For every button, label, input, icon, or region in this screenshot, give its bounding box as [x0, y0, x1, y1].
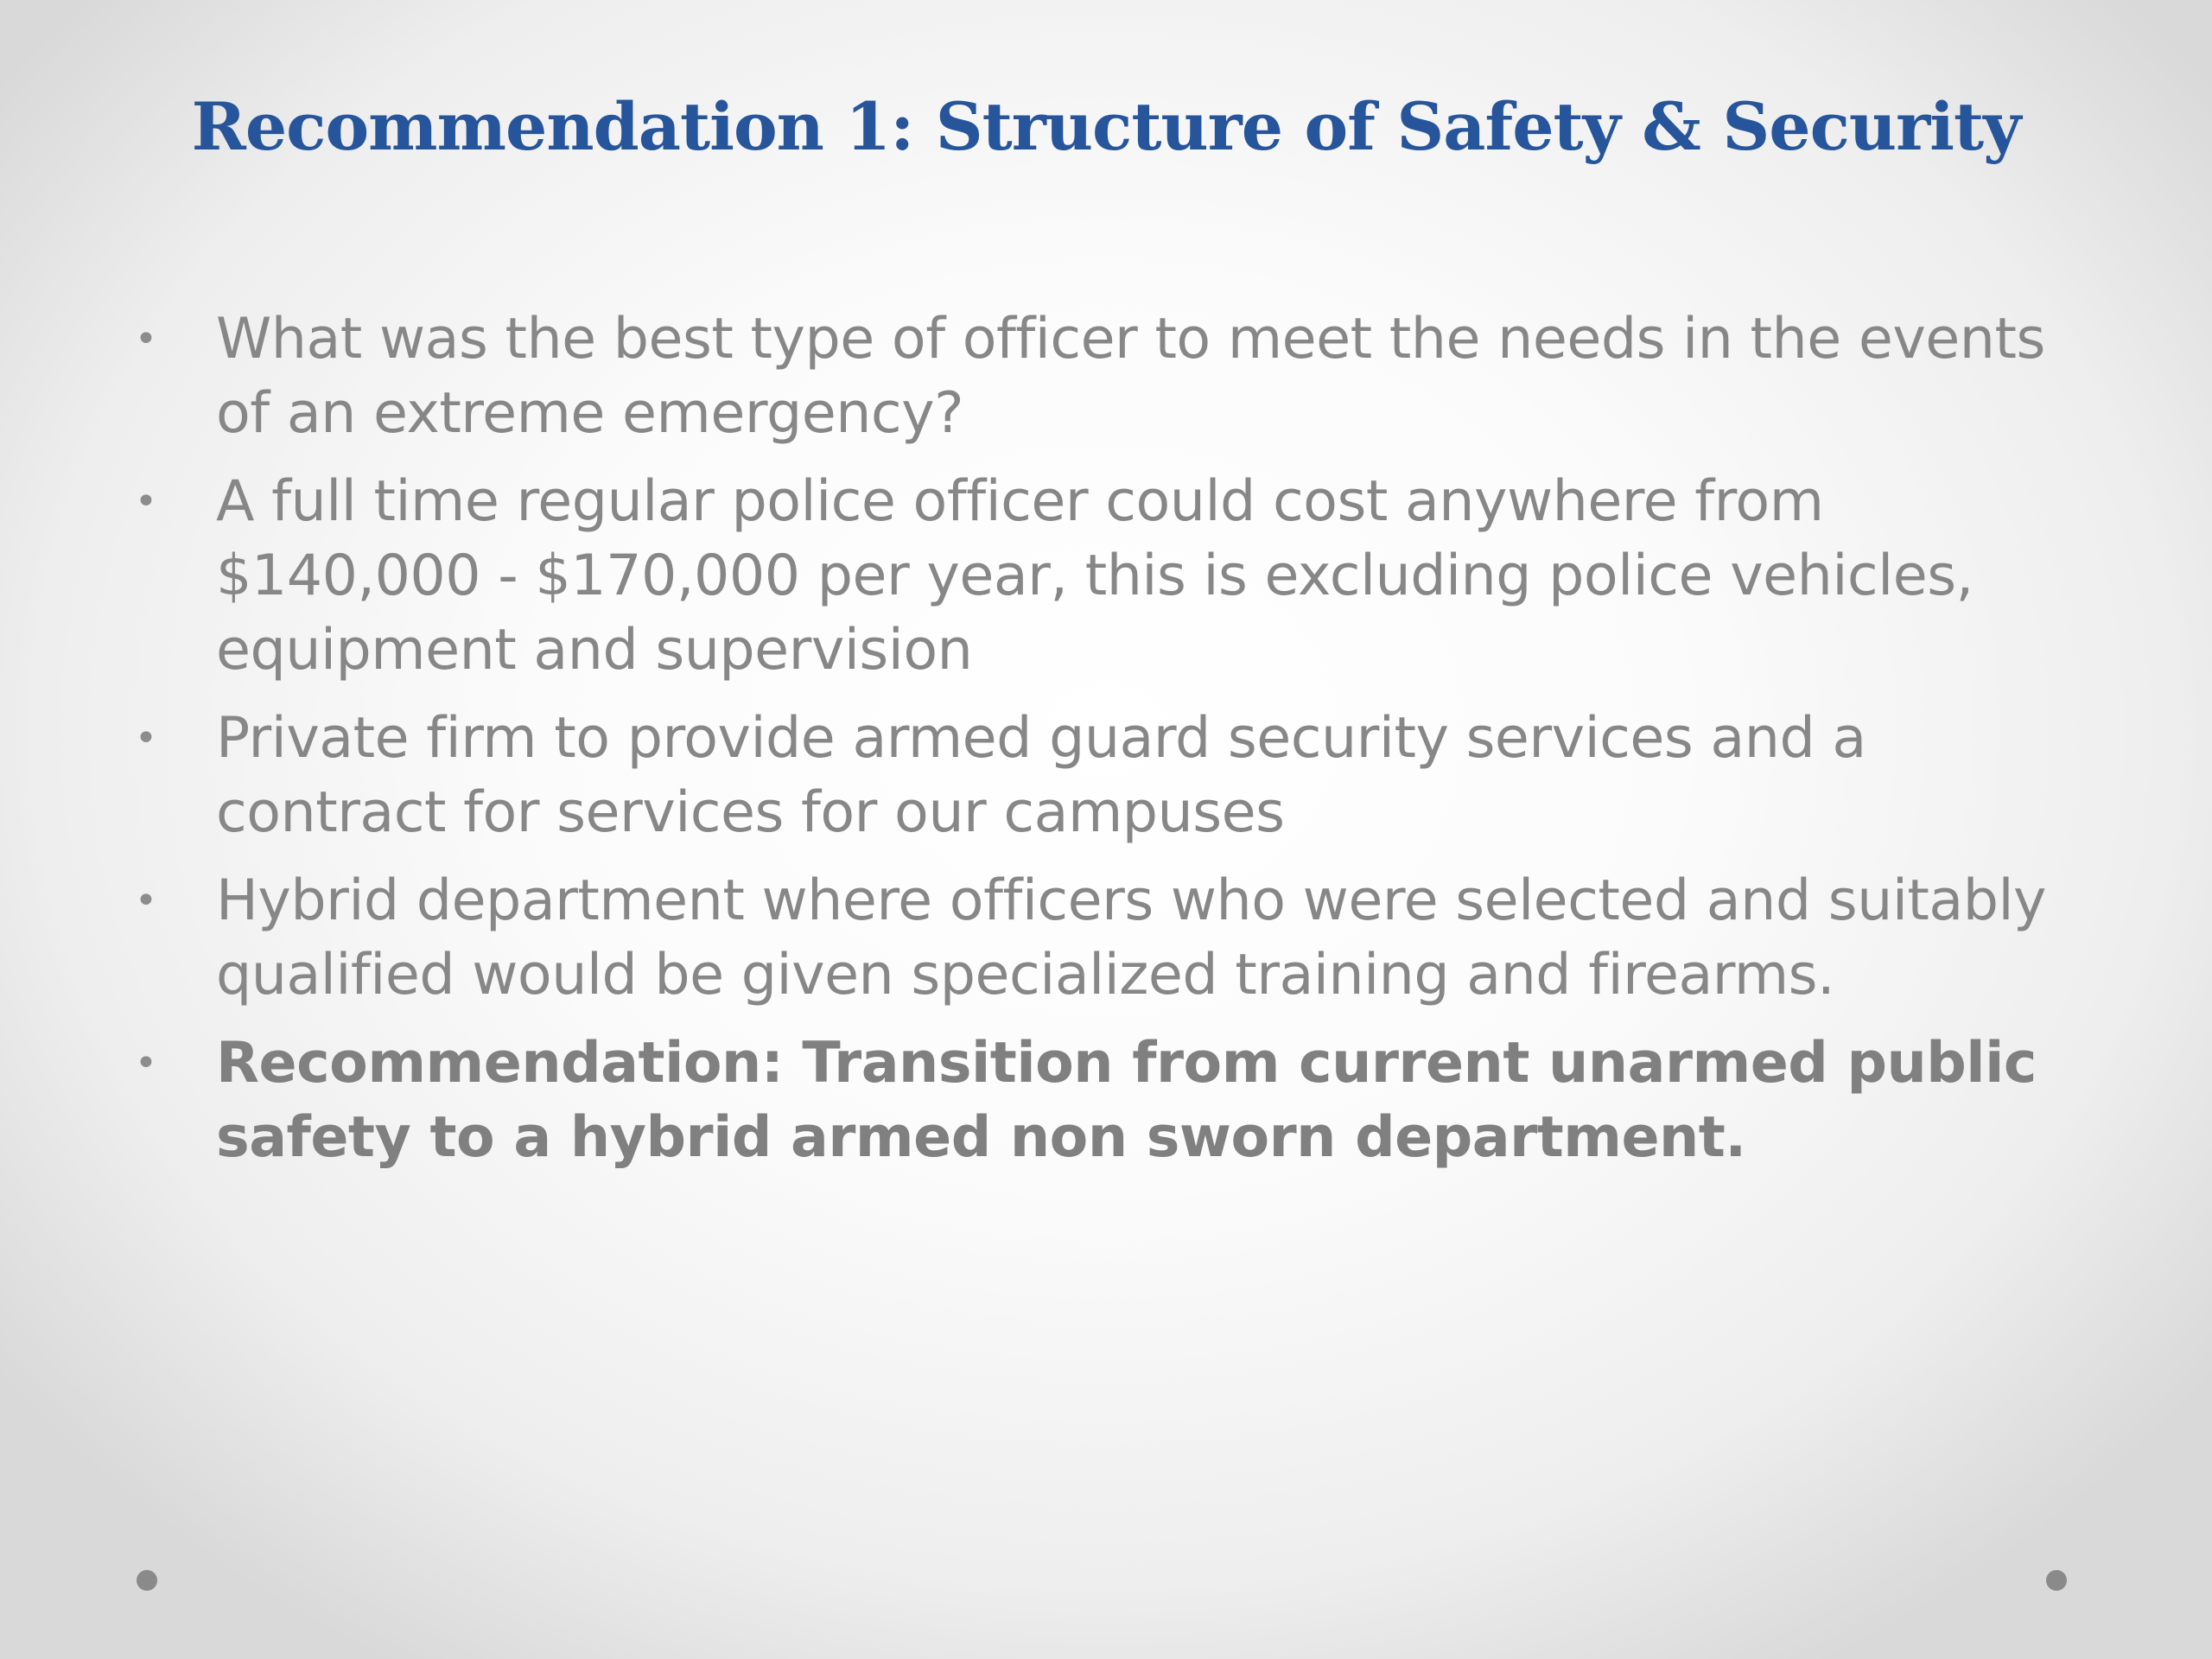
bullet-item-hybrid-department — [130, 864, 2065, 1013]
bullet-item-police-cost — [130, 465, 2065, 688]
bullet-item-recommendation — [130, 1027, 2065, 1175]
slide-title: Recommendation 1: Structure of Safety & Security — [191, 88, 2021, 165]
bullet-text: What was the best type of officer to meet the needs in the events of an extreme emergency? — [216, 307, 2045, 446]
bullet-dot-icon: • — [135, 480, 157, 524]
bullet-text-recommendation: Recommendation: Transition from current unarmed public safety to a hybrid armed non sworn department. — [216, 1031, 2037, 1170]
bullet-item-private-firm — [130, 702, 2065, 850]
bullet-dot-icon: • — [135, 716, 157, 760]
bullet-text: A full time regular police officer could cost anywhere from $140,000 - $170,000 per year, this is excluding police vehicles, equipment and supervision — [216, 469, 1974, 683]
bullet-text: Hybrid department where officers who were selected and suitably qualified would be given specialized training and firearms. — [216, 868, 2046, 1007]
bullet-item-officer-type — [130, 302, 2065, 451]
bullet-list — [130, 302, 2065, 1189]
bullet-dot-icon: • — [135, 879, 157, 923]
bullet-dot-icon: • — [135, 317, 157, 361]
bullet-dot-icon: • — [135, 1041, 157, 1085]
corner-dot-left-icon — [137, 1570, 157, 1591]
corner-dot-right-icon — [2046, 1570, 2067, 1591]
bullet-text: Private firm to provide armed guard security services and a contract for services for our campuses — [216, 706, 1866, 845]
